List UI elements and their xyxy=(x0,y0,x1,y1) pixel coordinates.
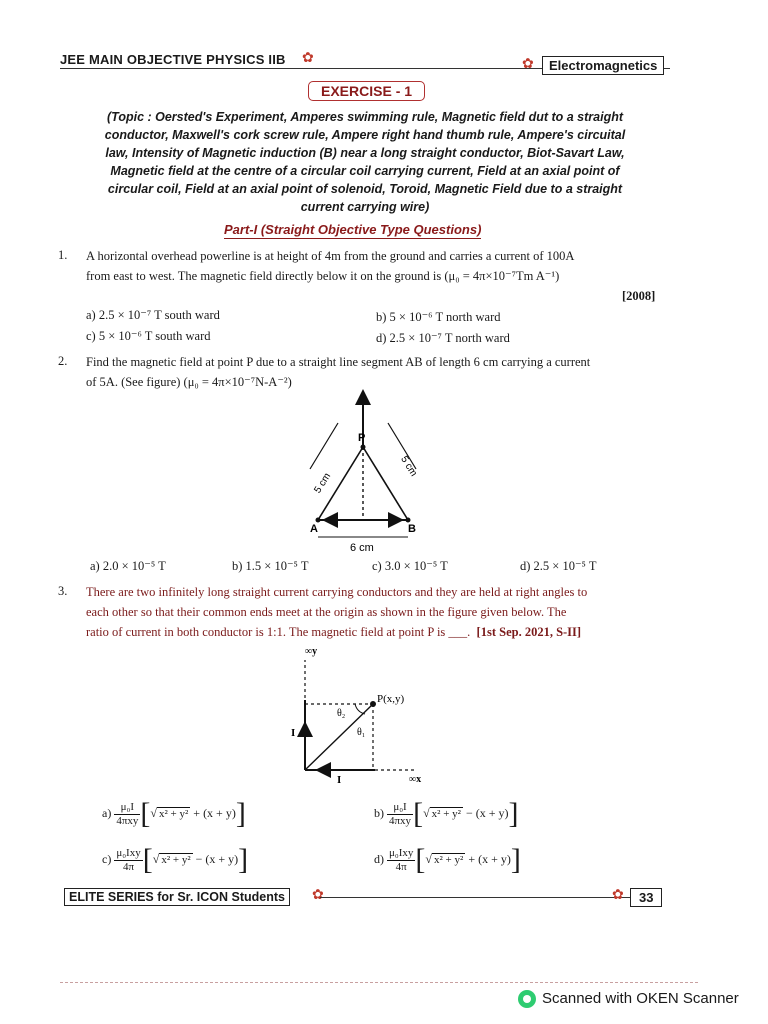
label-a: A xyxy=(310,523,318,535)
topic-line: conductor, Maxwell's cork screw rule, Ampere right hand thumb rule, Ampere's circuital xyxy=(104,128,626,142)
topic-line: (Topic : Oersted's Experiment, Amperes swimming rule, Magnetic field dut to a straight xyxy=(106,110,624,124)
formula-tail: + (x + y) xyxy=(468,851,511,866)
radicand: x² + y² xyxy=(431,807,461,820)
point-p xyxy=(370,701,376,707)
option: d) 2.5 × 10⁻⁵ T xyxy=(520,559,597,573)
question-number: 2. xyxy=(58,354,68,368)
sqrt-sign: √ xyxy=(425,851,432,866)
option xyxy=(102,797,246,831)
footer-series-title: ELITE SERIES for Sr. ICON Students xyxy=(64,888,290,906)
bracket: ] xyxy=(238,843,249,876)
option: b) 1.5 × 10⁻⁵ T xyxy=(232,559,309,573)
option-label: a) xyxy=(102,805,112,820)
sqrt-sign: √ xyxy=(150,805,157,820)
denominator: 4π xyxy=(123,860,135,873)
conductors-figure xyxy=(285,640,445,785)
dimension-arrow xyxy=(310,423,338,469)
bracket: [ xyxy=(140,797,151,830)
option: a) 2.5 × 10⁻⁷ T south ward xyxy=(86,308,220,322)
question-line: from east to west. The magnetic field directly below it on the ground is (μ₀ = 4π×10⁻⁷Tm A⁻¹) xyxy=(86,269,560,283)
label-b: B xyxy=(408,523,416,535)
question-number: 1. xyxy=(58,248,68,262)
topic-line: Magnetic field at the centre of a circular coil carrying current, Field at an axial point of xyxy=(110,164,620,178)
question-1-text xyxy=(86,246,668,286)
scanner-logo-icon xyxy=(518,990,536,1008)
topic-line: circular coil, Field at an axial point of solenoid, Toroid, Magnetic Field due to a straight xyxy=(107,182,623,196)
flower-icon: ✿ xyxy=(522,57,534,72)
point-b xyxy=(406,518,411,523)
scanner-text: Scanned with OKEN Scanner xyxy=(542,990,739,1007)
point-a xyxy=(316,518,321,523)
numerator: μ₀Ixy xyxy=(116,846,141,859)
question-line-text: ratio of current in both conductor is 1:1. The magnetic field at point P is ___. xyxy=(86,625,471,639)
option xyxy=(102,843,248,877)
option xyxy=(374,843,521,877)
numerator: μ₀I xyxy=(114,801,140,815)
topic-line: current carrying wire) xyxy=(300,200,430,214)
option xyxy=(374,797,519,831)
radicand: x² + y² xyxy=(434,853,464,866)
flower-icon: ✿ xyxy=(612,888,624,903)
label-side-left: 5 cm xyxy=(312,471,334,496)
question-line: each other so that their common ends meet at the origin as shown in the figure given below. The xyxy=(86,605,567,619)
denominator: 4πxy xyxy=(389,814,412,827)
question-year: [1st Sep. 2021, S-II] xyxy=(476,625,582,639)
option-label: d) xyxy=(374,851,384,866)
sqrt-sign: √ xyxy=(423,805,430,820)
bracket: ] xyxy=(508,797,519,830)
label-y: ∞y xyxy=(305,646,318,657)
label-p: P xyxy=(358,432,366,444)
header-right-title: Electromagnetics xyxy=(542,56,664,75)
option-label: b) xyxy=(374,805,384,820)
formula-tail: − (x + y) xyxy=(195,851,239,866)
flower-icon: ✿ xyxy=(302,51,314,66)
label-base: 6 cm xyxy=(350,542,374,554)
question-line: A horizontal overhead powerline is at height of 4m from the ground and carries a current of 100A xyxy=(86,249,575,263)
point-p xyxy=(361,445,366,450)
exercise-badge: EXERCISE - 1 xyxy=(308,81,425,101)
denominator: 4π xyxy=(395,860,407,873)
sqrt-sign: √ xyxy=(152,851,160,866)
formula-tail: − (x + y) xyxy=(465,805,509,820)
option: c) 3.0 × 10⁻⁵ T xyxy=(372,559,448,573)
label-side-right: 5 cm xyxy=(398,454,419,479)
bracket: ] xyxy=(235,797,246,830)
label-theta2: θ₂ xyxy=(337,708,346,719)
question-line: There are two infinitely long straight current carrying conductors and they are held at right angles to xyxy=(86,585,588,599)
page-number: 33 xyxy=(630,888,662,907)
question-line: Find the magnetic field at point P due to a straight line segment AB of length 6 cm carrying a current xyxy=(86,355,591,369)
denominator: 4πxy xyxy=(116,814,139,827)
label-current: I xyxy=(337,774,342,785)
label-point-p: P(x,y) xyxy=(377,693,405,705)
footer-rule xyxy=(320,897,630,898)
question-number: 3. xyxy=(58,584,68,598)
bracket: [ xyxy=(413,797,424,830)
flower-icon: ✿ xyxy=(312,888,324,903)
scanner-watermark xyxy=(518,990,739,1008)
fraction xyxy=(114,847,142,874)
label-x: ∞x xyxy=(409,774,422,785)
option: a) 2.0 × 10⁻⁵ T xyxy=(90,559,166,573)
question-3-text xyxy=(86,582,668,642)
fraction xyxy=(387,847,415,874)
formula-tail: + (x + y) xyxy=(193,805,236,820)
topic-block xyxy=(60,108,670,216)
option: d) 2.5 × 10⁻⁷ T north ward xyxy=(376,331,510,345)
question-line xyxy=(86,622,668,642)
question-line: of 5A. (See figure) (μ₀ = 4π×10⁻⁷N-A⁻²) xyxy=(86,375,292,389)
label-theta1: θ₁ xyxy=(357,727,366,738)
header-left-title: JEE MAIN OBJECTIVE PHYSICS IIB xyxy=(60,52,286,67)
numerator: μ₀Ixy xyxy=(389,846,414,859)
part-title: Part-I (Straight Objective Type Questions) xyxy=(224,222,482,237)
radicand: x² + y² xyxy=(158,807,189,820)
numerator: μ₀I xyxy=(387,801,413,815)
option-label: c) xyxy=(102,851,112,866)
label-current: I xyxy=(291,727,296,739)
fraction xyxy=(387,801,413,828)
fraction xyxy=(114,801,140,828)
bracket: [ xyxy=(142,843,153,876)
page-edge xyxy=(60,982,698,983)
triangle-figure xyxy=(290,385,450,555)
question-year: [2008] xyxy=(622,289,656,303)
option: c) 5 × 10⁻⁶ T south ward xyxy=(86,329,211,343)
topic-line: law, Intensity of Magnetic induction (B) near a long straight conductor, Biot-Savart Law, xyxy=(105,146,625,160)
bracket: [ xyxy=(415,843,426,876)
option: b) 5 × 10⁻⁶ T north ward xyxy=(376,310,501,324)
radicand: x² + y² xyxy=(161,853,191,866)
bracket: ] xyxy=(510,843,521,876)
